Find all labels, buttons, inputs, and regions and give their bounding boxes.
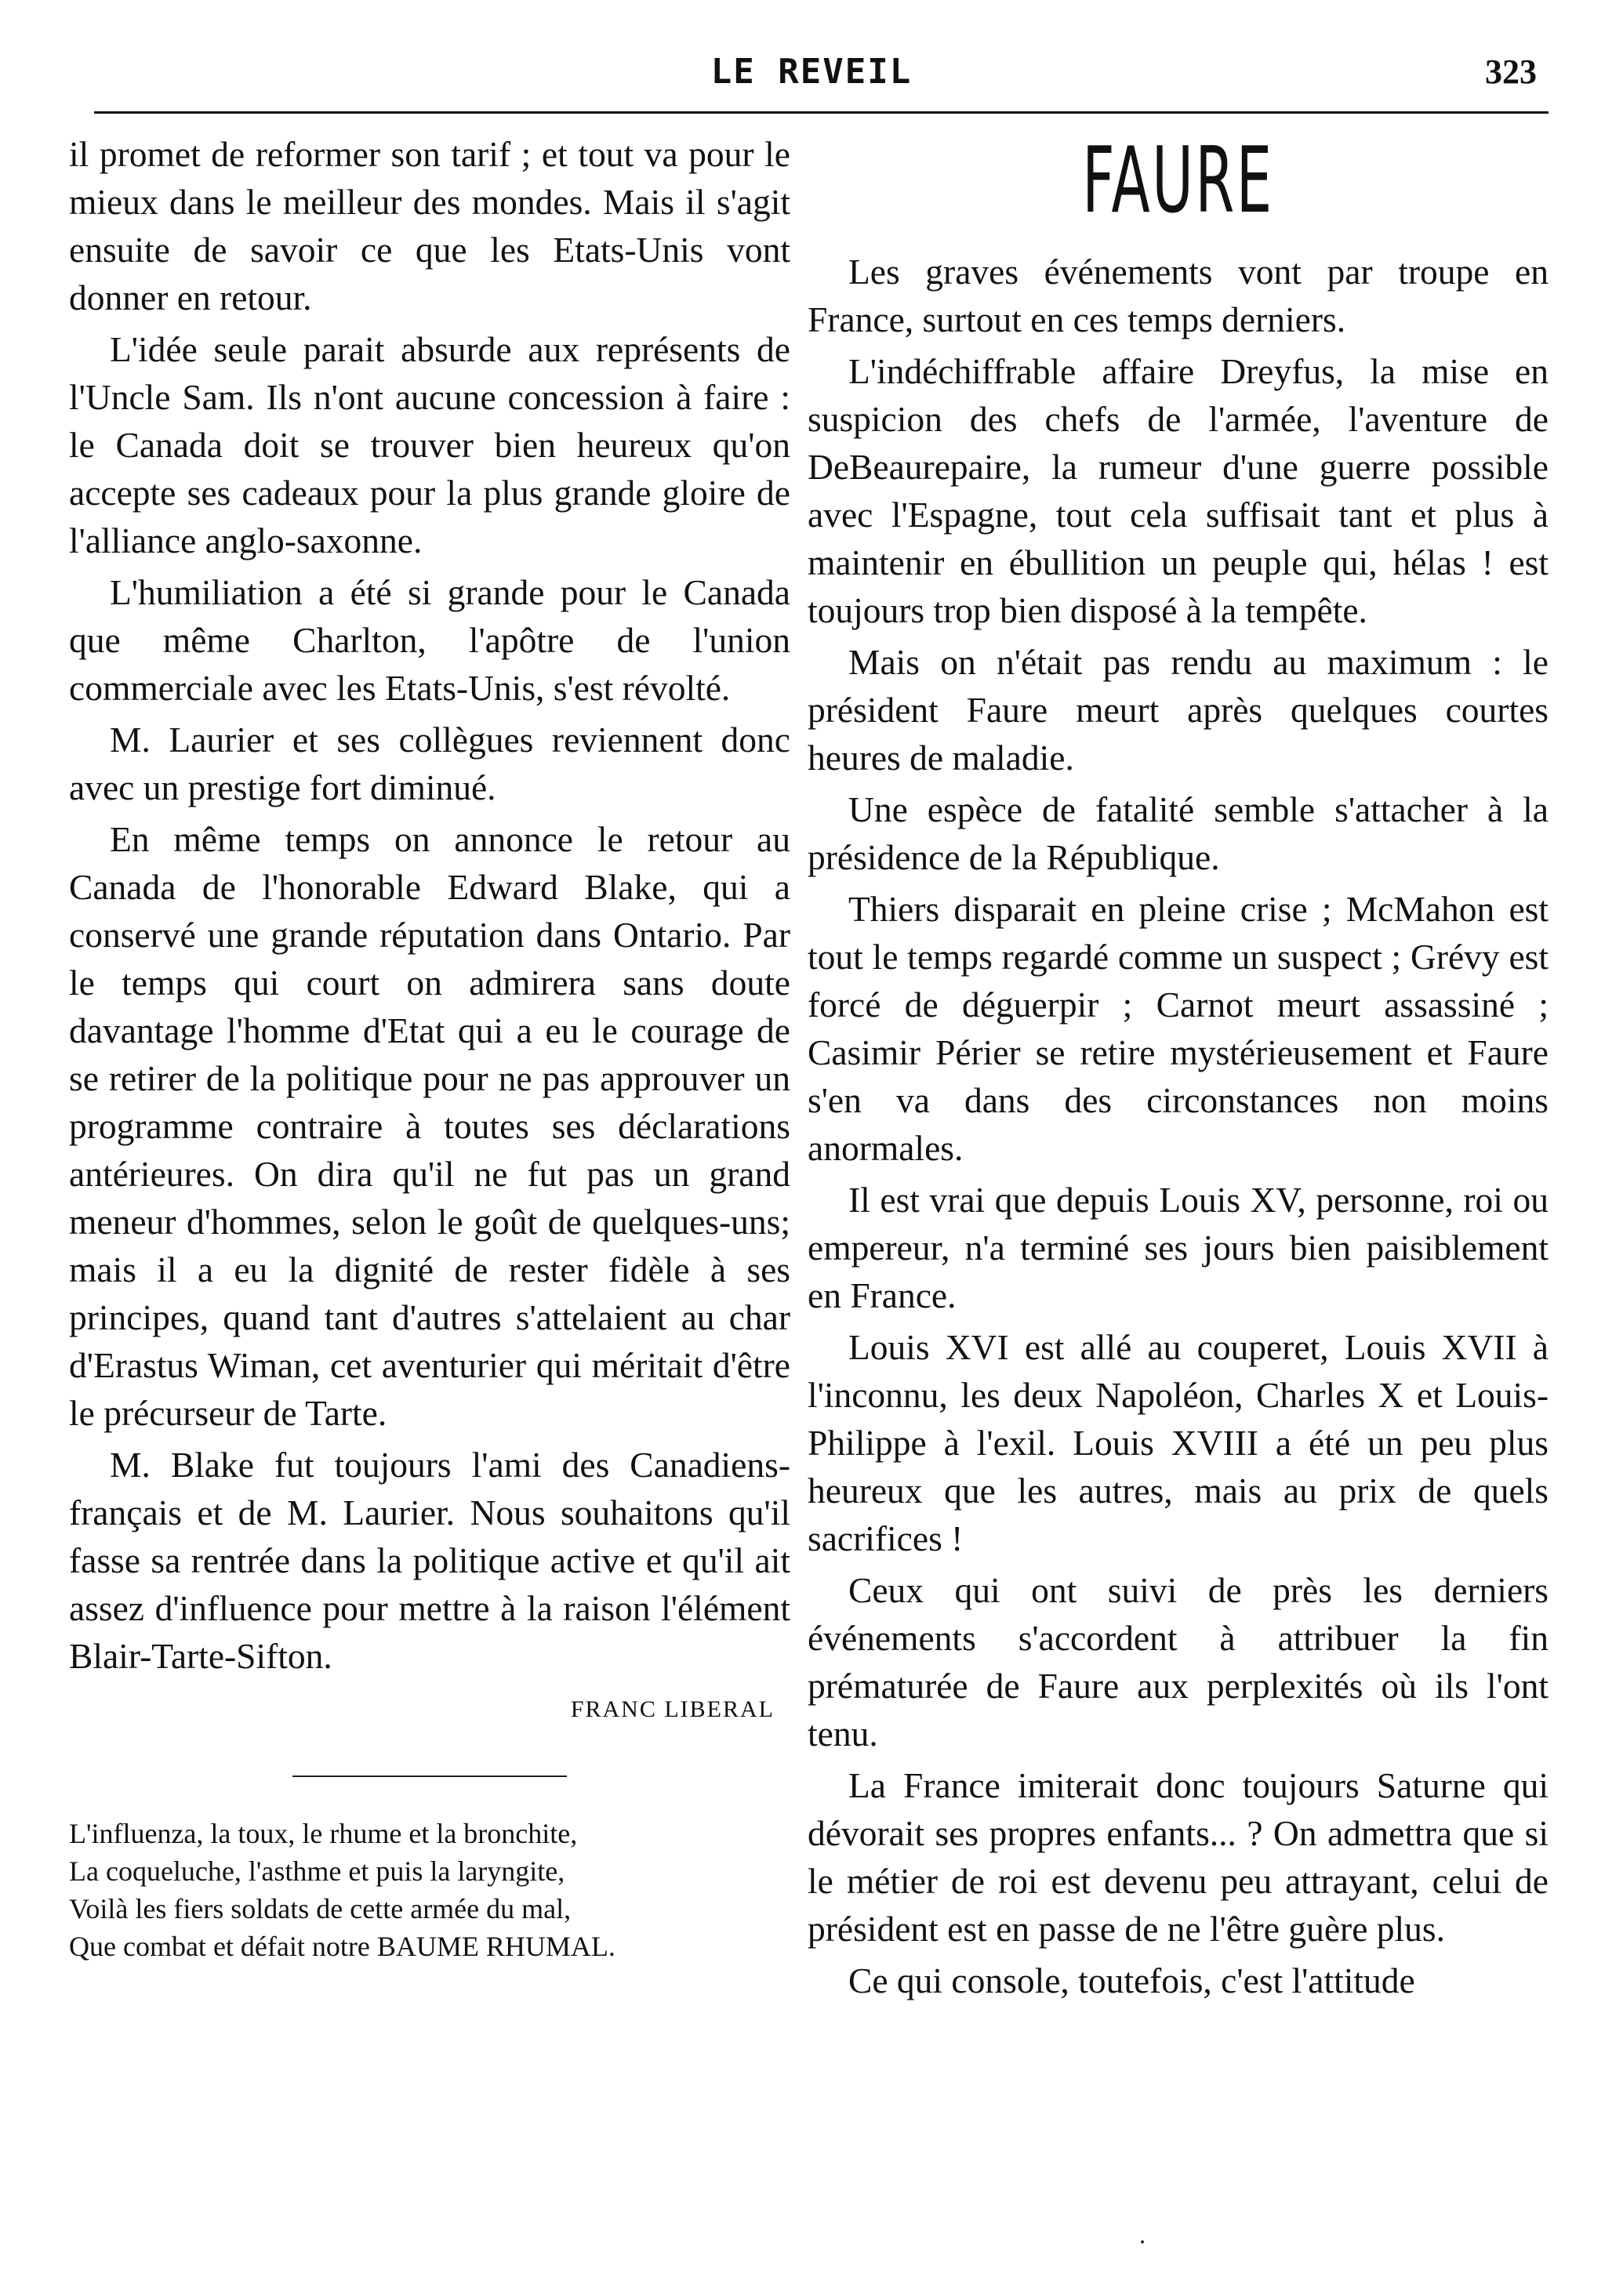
running-head [0,52,1623,99]
verse-line: L'influenza, la toux, le rhume et la bronchite, [69,1818,578,1849]
paragraph: Une espèce de fatalité semble s'attacher à la présidence de la République. [808,789,1549,877]
paragraph: Il est vrai que depuis Louis XV, personne, roi ou empereur, n'a terminé ses jours bien paisiblement en France. [808,1180,1549,1315]
verse-line: La coqueluche, l'asthme et puis la laryngite, [69,1855,565,1887]
paragraph: L'humiliation a été si grande pour le Canada que même Charlton, l'apôtre de l'union commerciale avec les Etats-Unis, s'est révolté. [69,572,790,708]
paragraph: Ce qui console, toutefois, c'est l'attitude [848,1960,1415,2000]
paragraph: L'idée seule parait absurde aux représents de l'Uncle Sam. Ils n'ont aucune concession à faire : le Canada doit se trouver bien heureux qu'on accepte ses cadeaux pour la plus grande gloire de l'alliance anglo-saxonne. [69,329,790,560]
paragraph: Thiers disparait en pleine crise ; McMahon est tout le temps regardé comme un suspect ; Grévy est forcé de déguerpir ; Carnot meurt assassiné ; Casimir Périer se retire mystérieusement et Faure s'en va dans des circonstances non moins anormales. [808,889,1549,1168]
print-speck [1141,2240,1144,2243]
article-title: FAURE [1082,128,1274,234]
right-column [808,130,1549,2008]
paragraph: Ceux qui ont suivi de près les derniers événements s'accordent à attribuer la fin prématurée de Faure aux perplexités où ils l'ont tenu. [808,1570,1549,1754]
verse-line: Voilà les fiers soldats de cette armée du mal, [69,1893,572,1924]
left-column [69,130,790,1965]
paragraph: En même temps on annonce le retour au Canada de l'honorable Edward Blake, qui a conservé une grande réputation dans Ontario. Par le temps qui court on admirera sans doute davantage l'homme d'Etat qui a eu le courage de se retirer de la politique pour ne pas approuver un programme contraire à toutes ses déclarations antérieures. On dira qu'il ne fut pas un grand meneur d'hommes, selon le goût de quelques-uns; mais il a eu la dignité de rester fidèle à ses principes, quand tant d'autres s'attelaient au char d'Erastus Wiman, cet aventurier qui méritait d'être le précurseur de Tarte. [69,819,790,1433]
paragraph: La France imiterait donc toujours Saturne qui dévorait ses propres enfants... ? On admettra que si le métier de roi est devenu peu attrayant, celui de président est en passe de ne l'être guère plus. [808,1765,1549,1949]
author-signature: FRANC LIBERAL [570,1696,775,1722]
paragraph: L'indéchiffrable affaire Dreyfus, la mise en suspicion des chefs de l'armée, l'aventure de DeBeaurepaire, la rumeur d'une guerre possible avec l'Espagne, tout cela suffisait tant et plus à maintenir en ébullition un peuple qui, hélas ! est toujours trop bien disposé à la tempête. [808,351,1549,630]
verse-line: Que combat et défait notre BAUME RHUMAL. [69,1931,615,1962]
paragraph: M. Laurier et ses collègues reviennent donc avec un prestige fort diminué. [69,720,790,807]
paragraph: Mais on n'était pas rendu au maximum : le président Faure meurt après quelques courtes heures de maladie. [808,642,1549,778]
paragraph: Les graves événements vont par troupe en France, surtout en ces temps derniers. [808,252,1549,339]
page-number: 323 [1485,53,1537,91]
paragraph: il promet de reformer son tarif ; et tout va pour le mieux dans le meilleur des mondes. Mais il s'agit ensuite de savoir ce que les Etats-Unis vont donner en retour. [69,134,790,317]
separator-rule [292,1776,567,1777]
journal-title: LE REVEIL [710,52,913,92]
paragraph: M. Blake fut toujours l'ami des Canadiens-français et de M. Laurier. Nous souhaitons qu'il fasse sa rentrée dans la politique active et qu'il ait assez d'influence pour mettre à la raison l'élément Blair-Tarte-Sifton. [69,1445,790,1676]
header-rule [94,111,1549,114]
paragraph: Louis XVI est allé au couperet, Louis XVII à l'inconnu, les deux Napoléon, Charles X et Louis-Philippe à l'exil. Louis XVIII a été un peu plus heureux que les autres, mais au prix de quels sacrifices ! [808,1327,1549,1558]
advertisement-verse [69,1815,790,1965]
